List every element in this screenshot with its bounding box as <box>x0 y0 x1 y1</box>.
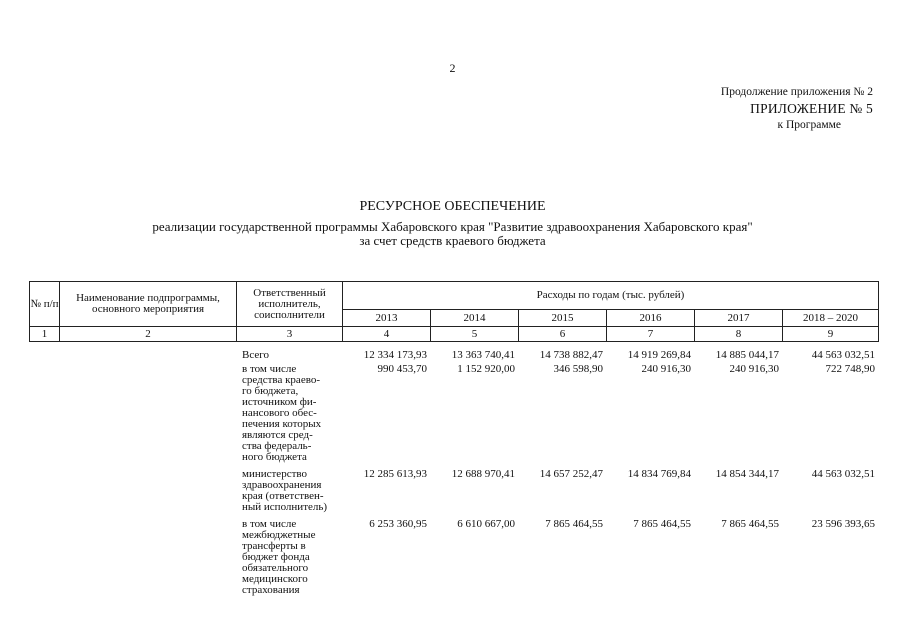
cell-value: 12 285 613,93 <box>363 468 427 480</box>
appendix-title: ПРИЛОЖЕНИЕ № 5 <box>750 101 873 116</box>
cell-value: 7 865 464,55 <box>721 518 779 530</box>
resource-table-header <box>29 281 879 342</box>
cell-value: 240 916,30 <box>641 363 691 375</box>
column-number: 1 <box>30 327 60 342</box>
header-col-name: Наименование подпрограммы, основного мероприятия <box>60 282 237 327</box>
cell-value: 7 865 464,55 <box>545 518 603 530</box>
row-label: в том числе межбюджетные трансферты в бюджет фонда обязательного медицинского страхования <box>242 518 316 596</box>
cell-value: 990 453,70 <box>377 363 427 375</box>
header-col-executor: Ответственный исполнитель, соисполнители <box>237 282 343 327</box>
table-row <box>29 513 878 596</box>
cell-value: 14 738 882,47 <box>539 349 603 361</box>
cell-value: 6 610 667,00 <box>457 518 515 530</box>
year-header: 2016 <box>607 310 695 327</box>
year-header: 2017 <box>695 310 783 327</box>
resource-table-body <box>29 347 878 596</box>
year-header: 2018 – 2020 <box>783 310 879 327</box>
column-number: 7 <box>607 327 695 342</box>
appendix-continuation: Продолжение приложения № 2 <box>720 86 873 98</box>
page-number: 2 <box>449 61 456 75</box>
table-row <box>29 347 878 361</box>
year-header: 2013 <box>343 310 431 327</box>
document-subtitle-line-2: за счет средств краевого бюджета <box>359 233 546 248</box>
cell-value: 12 334 173,93 <box>363 349 427 361</box>
header-col-no: № п/п <box>30 282 60 327</box>
document-title: РЕСУРСНОЕ ОБЕСПЕЧЕНИЕ <box>359 199 546 214</box>
appendix-program-ref: к Программе <box>777 119 841 131</box>
cell-value: 44 563 032,51 <box>811 468 875 480</box>
column-number: 2 <box>60 327 237 342</box>
cell-value: 346 598,90 <box>553 363 603 375</box>
column-number: 3 <box>237 327 343 342</box>
cell-value: 240 916,30 <box>729 363 779 375</box>
column-number: 6 <box>519 327 607 342</box>
header-col-expenses: Расходы по годам (тыс. рублей) <box>343 282 879 310</box>
row-label: в том числе средства краево-го бюджета, источником фи-нансового обес-печения которых являются сред-ства федераль-ного бюджета <box>242 363 322 463</box>
column-number: 9 <box>783 327 879 342</box>
table-row <box>29 463 878 513</box>
cell-value: 44 563 032,51 <box>811 349 875 361</box>
cell-value: 6 253 360,95 <box>369 518 427 530</box>
cell-value: 14 657 252,47 <box>539 468 603 480</box>
column-number: 8 <box>695 327 783 342</box>
cell-value: 23 596 393,65 <box>811 518 875 530</box>
cell-value: 14 885 044,17 <box>715 349 779 361</box>
year-header: 2014 <box>431 310 519 327</box>
row-label: министерство здравоохранения края (ответствен-ный исполнитель) <box>242 468 328 513</box>
cell-value: 14 834 769,84 <box>627 468 691 480</box>
column-number: 5 <box>431 327 519 342</box>
table-row <box>29 361 878 463</box>
document-subtitle-line-1: реализации государственной программы Хабаровского края "Развитие здравоохранения Хабаровского края" <box>152 219 753 234</box>
cell-value: 1 152 920,00 <box>457 363 515 375</box>
cell-value: 7 865 464,55 <box>633 518 691 530</box>
column-number: 4 <box>343 327 431 342</box>
cell-value: 14 919 269,84 <box>627 349 691 361</box>
cell-value: 722 748,90 <box>825 363 875 375</box>
year-header: 2015 <box>519 310 607 327</box>
row-label: Всего <box>242 349 269 361</box>
cell-value: 14 854 344,17 <box>715 468 779 480</box>
cell-value: 13 363 740,41 <box>451 349 515 361</box>
cell-value: 12 688 970,41 <box>451 468 515 480</box>
